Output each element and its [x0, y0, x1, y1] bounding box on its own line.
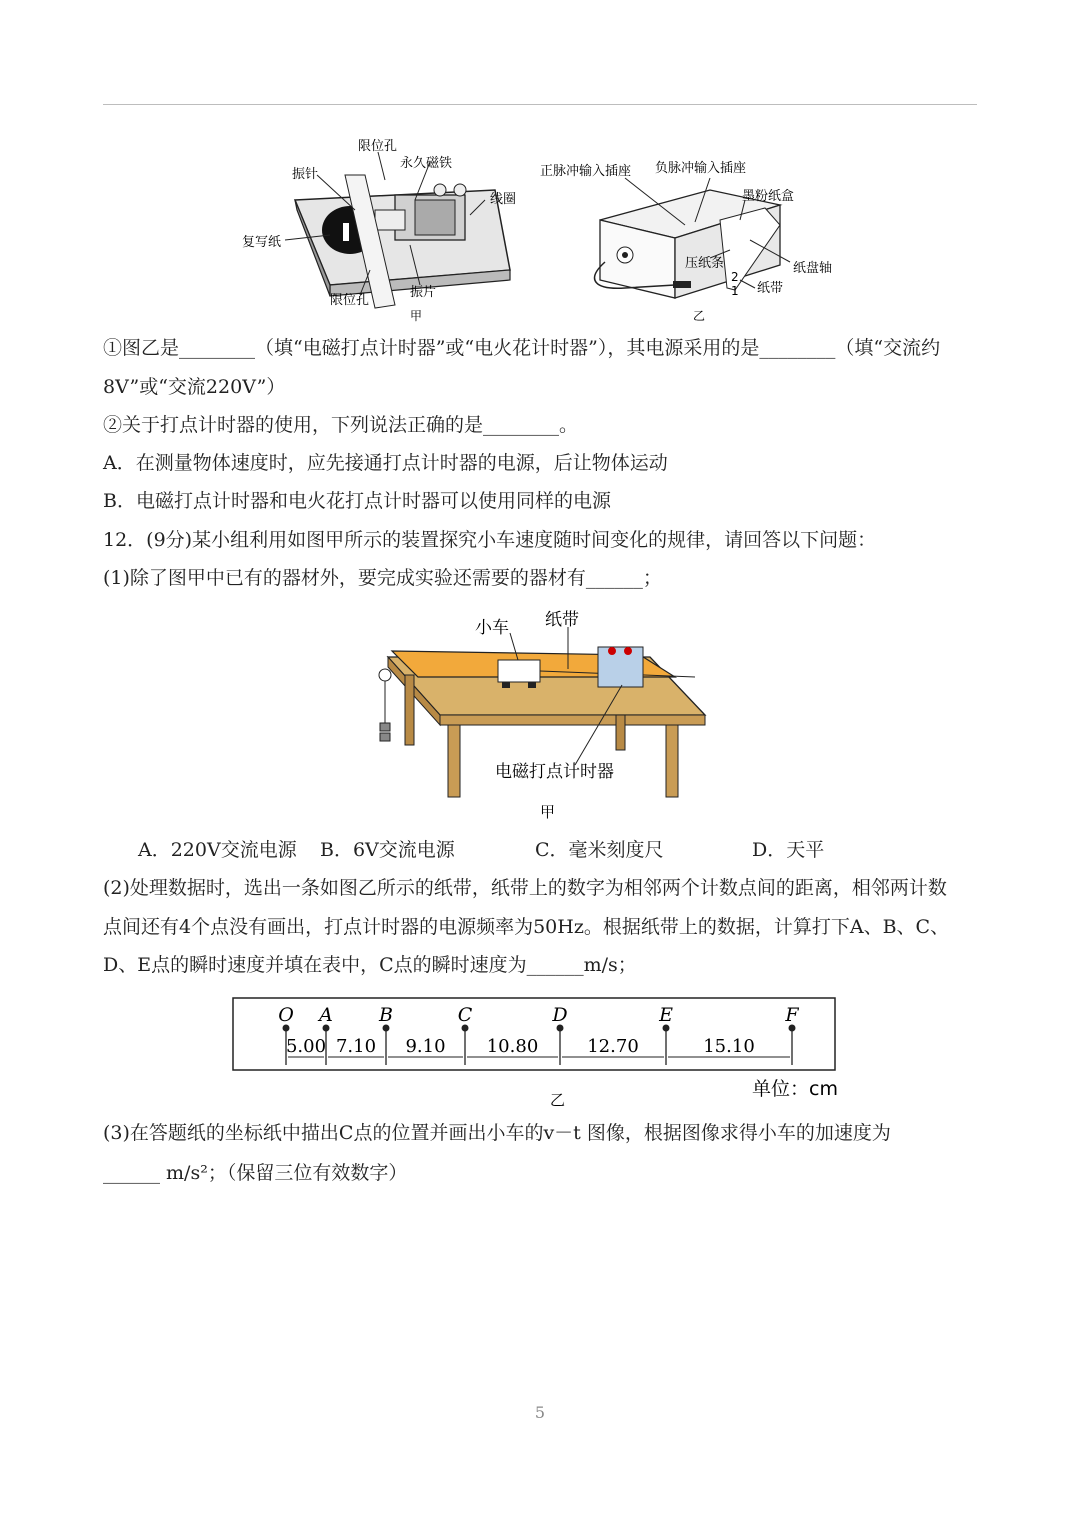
tape-distance-label-4: 10.80: [486, 1036, 539, 1057]
q12-option-a: A．220V交流电源: [138, 839, 297, 861]
label-vibrating-plate: 振片: [410, 285, 437, 300]
label-carbon-paper: 复写纸: [242, 235, 282, 250]
tape-caption: 乙: [550, 1091, 566, 1107]
label-negative-socket: 负脉冲输入插座: [655, 161, 747, 176]
label-needle: 振针: [292, 167, 319, 182]
label-num-2: 2: [731, 270, 739, 284]
cart-apparatus-figure: [370, 605, 720, 830]
label-cart: 小车: [475, 618, 509, 638]
label-reel-shaft: 纸盘轴: [793, 261, 833, 276]
electromagnetic-timer-figure: [235, 130, 525, 330]
tape-point-label-a: A: [319, 1004, 333, 1026]
q11-line-3: ②关于打点计时器的使用，下列说法正确的是________。: [103, 414, 579, 436]
figure-caption-yi: 乙: [693, 309, 706, 323]
label-num-1: 1: [731, 284, 739, 298]
paper-tape-figure: [230, 995, 850, 1107]
label-limit-hole-bottom: 限位孔: [330, 293, 370, 308]
tape-point-label-o: O: [278, 1004, 294, 1026]
label-permanent-magnet: 永久磁铁: [400, 156, 453, 171]
q12-part-1: (1)除了图甲中已有的器材外，要完成实验还需要的器材有______；: [103, 567, 662, 589]
label-coil: 线圈: [490, 192, 517, 207]
tape-distance-label-3: 9.10: [405, 1036, 446, 1057]
tape-point-label-f: F: [785, 1004, 799, 1026]
tape-distance-label-1: 5.00: [285, 1036, 327, 1057]
spark-timer-figure: [535, 150, 845, 330]
figure-caption-jia: 甲: [410, 309, 423, 323]
q12-title: 12．(9分)某小组利用如图甲所示的装置探究小车速度随时间变化的规律，请回答以下问题：: [103, 529, 877, 551]
label-ink-box: 墨粉纸盒: [742, 189, 795, 204]
label-positive-socket: 正脉冲输入插座: [540, 164, 632, 179]
q11-line-2: 8V”或“交流220V”）: [103, 376, 286, 398]
tape-distance-label-6: 15.10: [703, 1036, 755, 1057]
q11-option-a: A．在测量物体速度时，应先接通打点计时器的电源，后让物体运动: [103, 452, 668, 474]
label-limit-hole-top: 限位孔: [358, 139, 398, 154]
tape-distance-label-5: 12.70: [587, 1036, 639, 1057]
q11-option-b: B．电磁打点计时器和电火花打点计时器可以使用同样的电源: [103, 490, 611, 512]
q12-option-b: B．6V交流电源: [320, 839, 455, 861]
q12-part-3-line-2: ______ m/s²；（保留三位有效数字）: [103, 1162, 408, 1184]
tape-point-label-b: B: [379, 1004, 393, 1026]
q12-part-2-line-2: 点间还有4个点没有画出，打点计时器的电源频率为50Hz。根据纸带上的数据，计算打下A、B、C、: [103, 916, 950, 938]
cart-figure-caption: 甲: [540, 803, 556, 821]
tape-point-label-d: D: [552, 1004, 568, 1026]
label-em-timer: 电磁打点计时器: [495, 762, 614, 782]
tape-distance-label-2: 7.10: [335, 1036, 377, 1057]
label-press-strip: 压纸条: [685, 256, 725, 271]
q12-part-2-line-3: D、E点的瞬时速度并填在表中，C点的瞬时速度为______m/s；: [103, 954, 637, 976]
q12-part-2-line-1: (2)处理数据时，选出一条如图乙所示的纸带，纸带上的数字为相邻两个计数点间的距离，相邻两计数: [103, 877, 947, 899]
label-paper-tape: 纸带: [545, 610, 579, 630]
page-number: 5: [534, 1403, 546, 1422]
q11-line-1: ①图乙是________（填“电磁打点计时器”或“电火花计时器”），其电源采用的是________（填“交流约: [103, 337, 941, 359]
q12-option-d: D．天平: [752, 839, 825, 861]
header-rule: [103, 104, 977, 105]
tape-unit: 单位：cm: [752, 1078, 838, 1100]
tape-point-label-c: C: [457, 1004, 473, 1026]
q12-option-c: C．毫米刻度尺: [535, 839, 664, 861]
tape-point-label-e: E: [659, 1004, 673, 1026]
label-tape: 纸带: [757, 281, 784, 296]
q12-part-3-line-1: (3)在答题纸的坐标纸中描出C点的位置并画出小车的v－t 图像，根据图像求得小车的加速度为: [103, 1122, 891, 1144]
